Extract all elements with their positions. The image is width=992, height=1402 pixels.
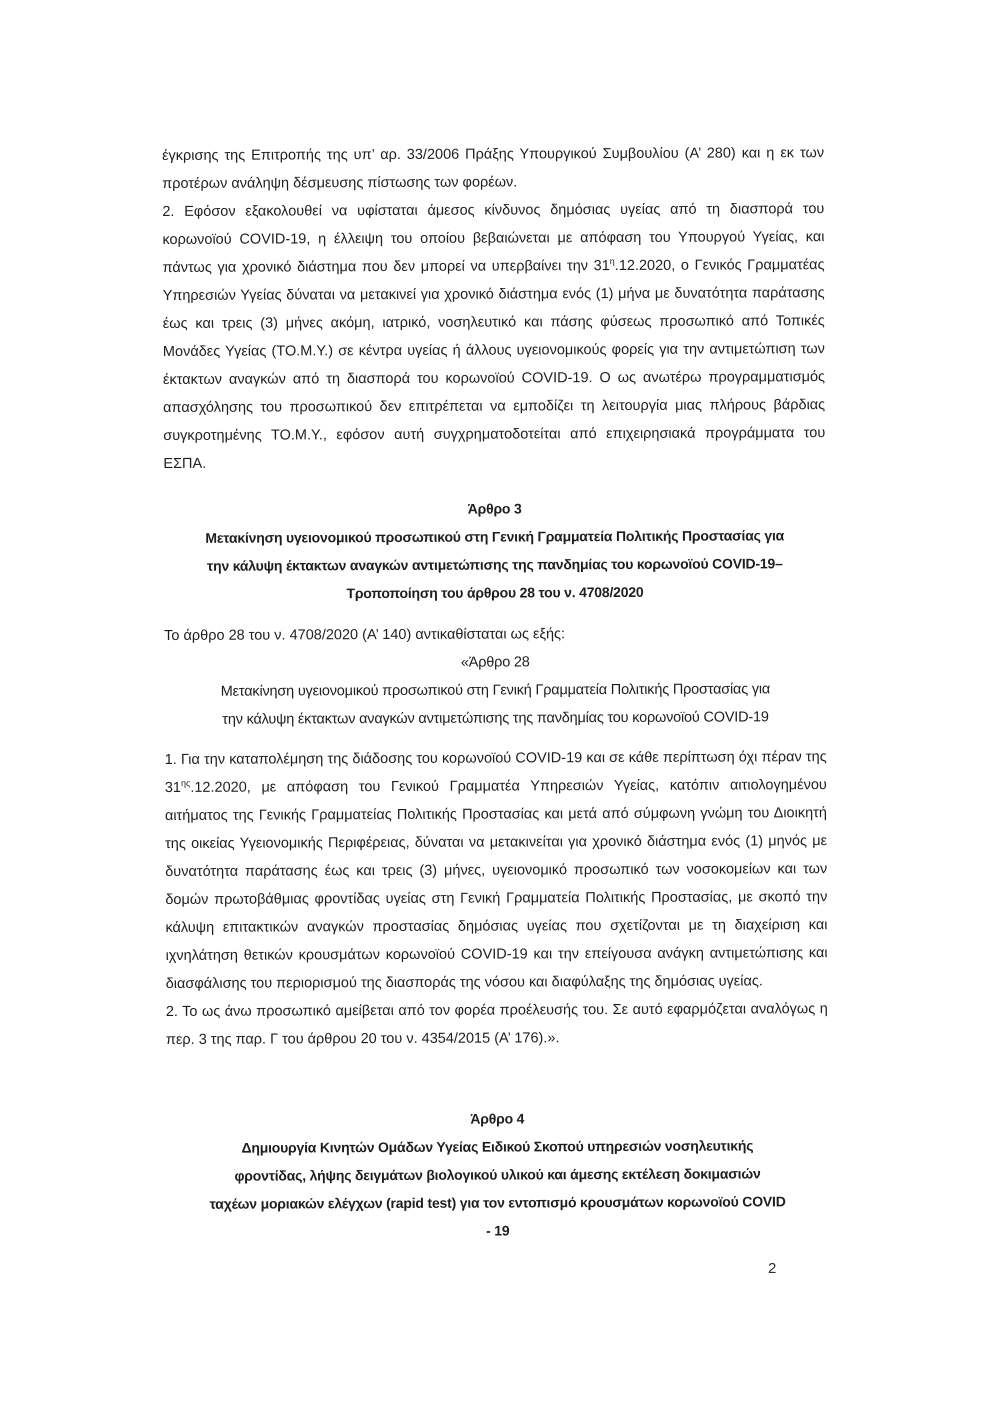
article-4-title-line-4: - 19	[486, 1222, 510, 1239]
article-28-paragraph-1	[165, 743, 828, 998]
continuation-paragraph	[162, 139, 824, 198]
article-28-paragraph-1-text-after: .12.2020, με απόφαση του Γενικού Γραμματέα Υπηρεσιών Υγείας, κατόπιν αιτιολογημένου αιτήματος της Γενικής Γραμματείας Πολιτικής Προστασίας και μετά από σύμφωνη γνώμη του Διοικητή της οικείας Υγειονομικής Περιφέρειας, δύναται να μετακινείται για χρονικό διάστημα ενός (1) μηνός με δυνατότητα παράτασης έως και τρεις (3) μήνες, υγειονομικό προσωπικό των νοσοκομείων και των δομών πρωτοβάθμιας φροντίδας υγείας στη Γενική Γραμματεία Πολιτικής Προστασίας, με σκοπό την κάλυψη επιτακτικών αναγκών προστασίας δημόσιας υγείας που σχετίζονται με τη διαχείριση και ιχνηλάτηση θετικών κρουσμάτων κορωνοϊού COVID-19 και την επείγουσα ανάγκη αντιμετώπισης και διασφάλισης του περιορισμού της διασποράς της νόσου και διαφύλαξης της δημόσιας υγείας.	[164, 777, 828, 992]
quoted-article-title-line-2: την κάλυψη έκτακτων αναγκών αντιμετώπισης της πανδημίας του κορωνοϊού COVID-19	[222, 709, 769, 728]
continuation-paragraph-text: έγκρισης της Επιτροπής της υπ’ αρ. 33/2006 Πράξης Υπουργικού Συμβουλίου (Α’ 280) και η εκ των προτέρων ανάληψη δέσμευσης πίστωσης των φορέων.	[162, 145, 825, 192]
article-3-title-line-1: Μετακίνηση υγειονομικού προσωπικού στη Γενική Γραμματεία Πολιτικής Προστασίας για	[205, 527, 785, 546]
article-28-paragraph-1-text-before: 1. Για την καταπολέμηση της διάδοσης του κορωνοϊού COVID-19 και σε κάθε περίπτωση όχι πέραν της 31	[164, 749, 827, 796]
date-ordinal-superscript-2: ης	[180, 778, 191, 789]
quoted-article-title-line-1: Μετακίνηση υγειονομικού προσωπικού στη Γενική Γραμματεία Πολιτικής Προστασίας για	[220, 681, 771, 700]
article-4-title-line-3: ταχέων μοριακών ελέγχων (rapid test) για τον εντοπισμό κρουσμάτων κορωνοϊού COVID	[209, 1193, 786, 1212]
article-28-paragraph-2: 2. Το ως άνω προσωπικό αμείβεται από τον φορέα προέλευσής του. Σε αυτό εφαρμόζεται αναλόγως η περ. 3 της παρ. Γ του άρθρου 20 του ν. 4354/2015 (Α’ 176).».	[165, 1001, 828, 1048]
article-3-title-line-3: Τροποποίηση του άρθρου 28 του ν. 4708/2020	[346, 583, 644, 602]
page-number: 2	[768, 1260, 777, 1277]
article-4-section	[166, 1103, 829, 1246]
paragraph-2-text-before: 2. Εφόσον εξακολουθεί να υφίσταται άμεσος κίνδυνος δημόσιας υγείας από τη διασπορά του κορωνοϊού COVID-19, η έλλειψη του οποίου βεβαιώνεται με απόφαση του Υπουργού Υγείας, και πάντως για χρονικό διάστημα που δεν μπορεί να υπερβαίνει την 31	[162, 201, 825, 276]
document-text-block	[162, 139, 829, 1246]
article-28-replacement-intro: Το άρθρο 28 του ν. 4708/2020 (Α’ 140) αντικαθίσταται ως εξής:	[164, 626, 566, 644]
article-3-section	[164, 493, 826, 608]
paragraph-2	[162, 195, 825, 478]
article-4-heading: Άρθρο 4	[470, 1110, 525, 1127]
article-4-title-line-2: φροντίδας, λήψης δειγμάτων βιολογικού υλικού και άμεσης εκτέλεση δοκιμασιών	[234, 1165, 761, 1184]
paragraph-2-text-after: .12.2020, ο Γενικός Γραμματέας Υπηρεσιών Υγείας δύναται να μετακινεί για χρονικό διάστημα ενός (1) μήνα με δυνατότητα παράτασης έως και τρεις (3) μήνες ακόμη, ιατρικό, νοσηλευτικό και πάσης φύσεως προσωπικό από Τοπικές Μονάδες Υγείας (ΤΟ.Μ.Υ.) σε κέντρα υγείας ή άλλους υγειονομικούς φορείς για την αντιμετώπιση των έκτακτων αναγκών από τη διασπορά του κορωνοϊού COVID-19. Ο ως ανωτέρω προγραμματισμός απασχόλησης του προσωπικού δεν επιτρέπεται να εμποδίζει τη λειτουργία μιας πλήρους βάρδιας συγκροτημένης ΤΟ.Μ.Υ., εφόσον αυτή συγχρηματοδοτείται από επιχειρησιακά προγράμματα του ΕΣΠΑ.	[162, 257, 826, 472]
article-3-title-line-2: την κάλυψη έκτακτων αναγκών αντιμετώπισης της πανδημίας του κορωνοϊού COVID-19–	[206, 555, 783, 574]
article-4-title-line-1: Δημιουργία Κινητών Ομάδων Υγείας Ειδικού Σκοπού υπηρεσιών νοσηλευτικής	[241, 1137, 754, 1156]
date-ordinal-superscript: η	[609, 256, 615, 267]
quoted-article-heading: «Άρθρο 28	[460, 654, 530, 671]
article-3-heading: Άρθρο 3	[467, 500, 522, 517]
